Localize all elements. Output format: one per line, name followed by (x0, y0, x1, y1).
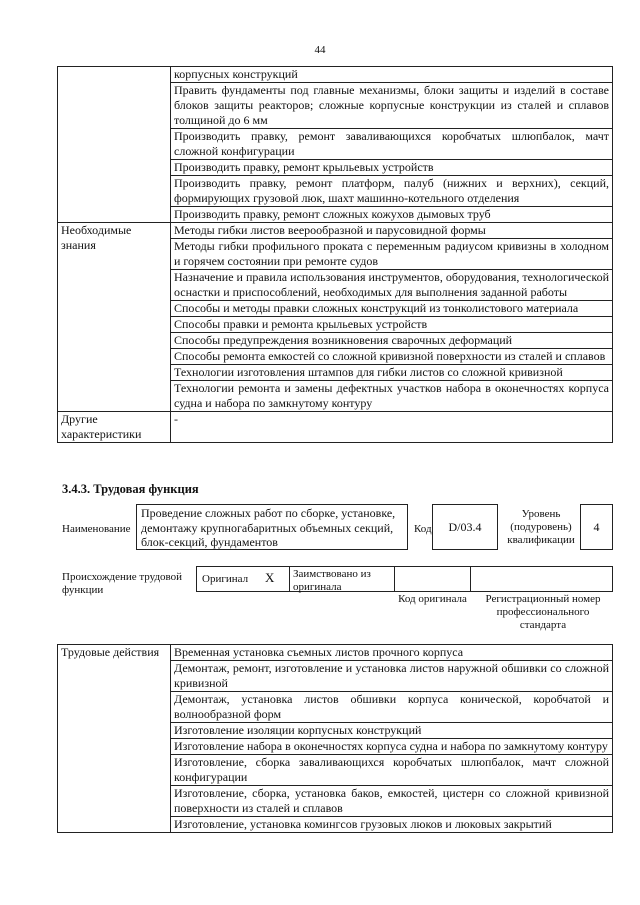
original-box (196, 566, 290, 592)
table-cell: Методы гибки профильного проката с переменным радиусом кривизны в холодном и горячем состоянии при ремонте судов (171, 239, 613, 270)
table-cell: Способы и методы правки сложных конструкций из тонколистового материала (171, 301, 613, 317)
table-cell: Назначение и правила использования инструментов, оборудования, технологической оснастки и приспособлений, необходимых для выполнения заданной работы (171, 270, 613, 301)
name-value: Проведение сложных работ по сборке, установке, демонтажу крупногабаритных объемных секций, блок-секций, фундаментов (141, 506, 396, 549)
table-cell: Изготовление, сборка, установка баков, емкостей, цистерн со сложной кривизной поверхности из сталей и сплавов (171, 786, 613, 817)
table-cell: Изготовление, установка комингсов грузовых люков и люковых закрытий (171, 817, 613, 833)
requirements-table (57, 66, 613, 443)
table-cell: Технологии ремонта и замены дефектных участков набора в оконечностях корпуса судна и набора по замкнутому контуру (171, 381, 613, 412)
original-label: Оригинал (202, 573, 249, 585)
row-label-knowledge: Необходимые знания (58, 223, 171, 412)
code-value: D/03.4 (448, 520, 482, 534)
labor-actions-table (57, 644, 613, 833)
table-cell: Временная установка съемных листов прочного корпуса (171, 645, 613, 661)
name-box (136, 504, 408, 550)
level-label: Уровень (подуровень) квалификации (507, 508, 575, 546)
table-cell: Демонтаж, ремонт, изготовление и установка листов наружной обшивки со сложной кривизной (171, 661, 613, 692)
level-box (580, 504, 613, 550)
level-value: 4 (593, 520, 600, 534)
row-label-other: Другие характеристики (58, 412, 171, 443)
page-number: 44 (314, 44, 326, 56)
table-cell: Способы правки и ремонта крыльевых устройств (171, 317, 613, 333)
original-mark: X (265, 570, 275, 585)
table-cell: Производить правку, ремонт сложных кожухов дымовых труб (171, 207, 613, 223)
table-cell: Технологии изготовления штампов для гибки листов со сложной кривизной (171, 365, 613, 381)
row-label (58, 67, 171, 223)
borrowed-label: Заимствовано из оригинала (293, 568, 371, 593)
table-cell: Демонтаж, установка листов обшивки корпуса конической, коробчатой и волнообразной форм (171, 692, 613, 723)
reg-number-label: Регистрационный номер профессионального стандарта (485, 593, 601, 631)
section-title: 3.4.3. Трудовая функция (62, 482, 199, 496)
borrowed-box (289, 566, 395, 592)
reg-number-box (470, 566, 613, 592)
table-cell: Производить правку, ремонт платформ, палуб (нижних и верхних), секций, формирующих грузовой люк, шахт машинно-котельного отделения (171, 176, 613, 207)
name-label: Наименование (62, 523, 131, 535)
table-cell: Способы предупреждения возникновения сварочных деформаций (171, 333, 613, 349)
code-original-box (394, 566, 471, 592)
origin-label: Происхождение трудовой функции (62, 571, 183, 596)
code-label: Код (414, 523, 432, 535)
table-cell: Изготовление набора в оконечностях корпуса судна и набора по замкнутому контуру (171, 739, 613, 755)
table-cell: Производить правку, ремонт крыльевых устройств (171, 160, 613, 176)
table-cell: Методы гибки листов веерообразной и парусовидной формы (171, 223, 613, 239)
table-cell: Изготовление изоляции корпусных конструкций (171, 723, 613, 739)
code-box (432, 504, 498, 550)
table-cell: Править фундаменты под главные механизмы, блоки защиты и изделий в составе блоков защиты реакторов; сложные корпусные конструкции из сталей и сплавов толщиной до 6 мм (171, 83, 613, 129)
table-cell: корпусных конструкций (171, 67, 613, 83)
code-original-label: Код оригинала (398, 593, 467, 605)
table-cell: Производить правку, ремонт заваливающихся коробчатых шлюпбалок, мачт сложной конфигурации (171, 129, 613, 160)
table-cell: Способы ремонта емкостей со сложной кривизной поверхности из сталей и сплавов (171, 349, 613, 365)
table-cell: - (171, 412, 613, 443)
table-cell: Изготовление, сборка заваливающихся коробчатых шлюпбалок, мачт сложной конфигурации (171, 755, 613, 786)
row-label-actions: Трудовые действия (58, 645, 171, 833)
